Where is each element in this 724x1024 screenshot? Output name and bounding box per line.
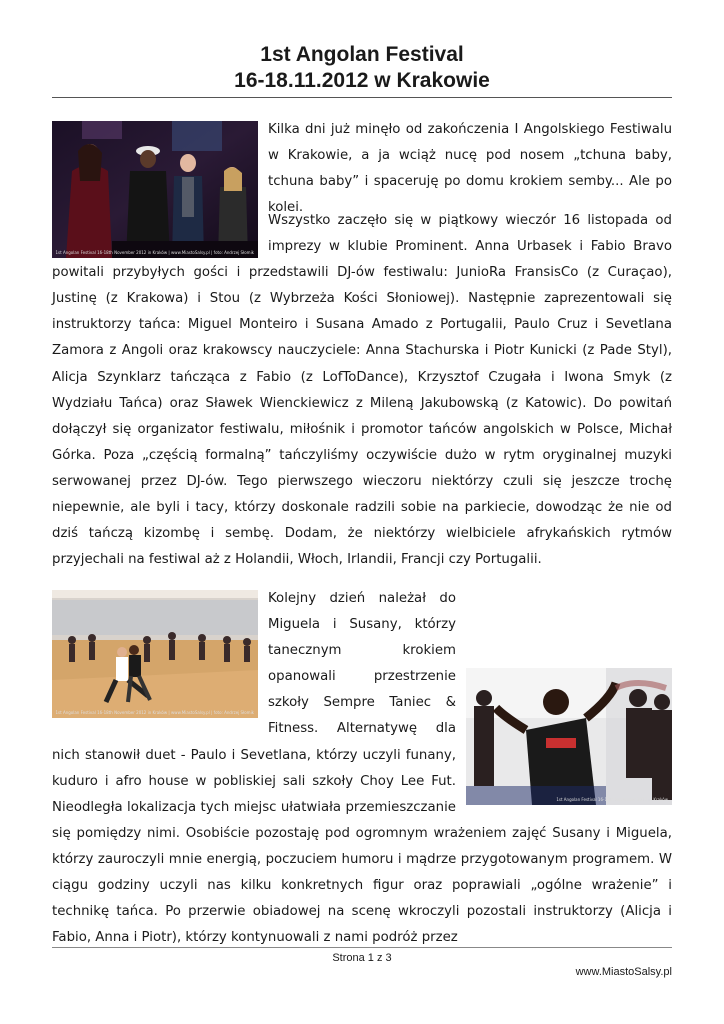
site-link[interactable]: www.MiastoSalsy.pl xyxy=(575,966,672,978)
title-line-2: 16-18.11.2012 w Krakowie xyxy=(234,69,490,92)
photo-dance-studio-caption: 1st Angolan Festival 16-18th November 2012 in Kraków | www.MiastoSalsy.pl | foto: Andrzej Słomik xyxy=(55,710,254,715)
photo-dance-studio xyxy=(52,590,258,718)
photo-workshop-graphic xyxy=(466,668,672,805)
document-title xyxy=(0,42,724,94)
photo-wrap-spacer xyxy=(52,208,268,260)
paragraph-3-text: Kolejny dzień należał do Miguela i Susany, którzy tanecznym krokiem opanowali przestrzenie szkoły Sempre Taniec & Fitness. Alternatywę dla nich stanowił duet - Paulo i Sevetlana, którzy uczyli funany, kuduro i afro house w pobliskiej sali szkoły Choy Lee Fut. Nieodległa lokalizacja tych miejsc ułatwiała przemieszczanie się pomiędzy nimi. Osobiście pozostaję pod ogromnym wrażeniem zajęć Susany i Miguela, którzy zauroczyli mnie energią, poczuciem humoru i mądrze przygotowanym programem. W ciągu godziny uczyli nas kilku konkretnych figur oraz poprawiali „ogólne wrażenie” i technikę tańca. Po przerwie obiadowej na scenę wkroczyli pozostali instruktorzy (Alicja i Fabio, Anna i Piotr), którzy kontynuowali z nami podróż przez xyxy=(52,591,672,946)
photo-club-welcome-caption: 1st Angolan Festival 16-18th November 2012 in Kraków | www.MiastoSalsy.pl | foto: Andrzej Słomik xyxy=(55,250,254,255)
photo-workshop-caption: 1st Angolan Festival 16-18th November 2012 in Kraków xyxy=(556,797,668,802)
paragraph-2-text: Wszystko zaczęło się w piątkowy wieczór 16 listopada od imprezy w klubie Prominent. Anna Urbasek i Fabio Bravo powitali przybyłych gości i przedstawili DJ-ów festiwalu: JunioRa FransisCo (z Curaçao), Justinę (z Krakowa) i Stou (z Wybrzeża Kości Słoniowej). Następnie zaprezentowali się instruktorzy tańca: Miguel Monteiro i Susana Amado z Portugalii, Paulo Cruz i Sevetlana Zamora z Angoli oraz krakowscy nauczyciele: Anna Stachurska i Piotr Kunicki (z Pade Styl), Alicja Szynklarz tańcząca z Fabio (z LofToDance), Krzysztof Czugała i Iwona Smyk (z Wydziału Tańca) oraz Sławek Wienckiewicz z Mileną Jakubowską (z Katowic). Do powitań dołączył się organizator festiwalu, miłośnik i promotor tańców angolskich w Polsce, Michał Górka. Poza „częścią formalną” tańczyliśmy oczywiście dużo w rytm oryginalnej muzyki serwowanej przez DJ-ów. Tego pierwszego wieczoru niektórzy czuli się jeszcze trochę niepewnie, ale byli i tacy, którzy doskonale radzili sobie na parkiecie, dowodząc że nie od dziś tańczą kizombę i sembę. Dodam, że niektórzy wielbiciele afrykańskich rytmów przyjechali na festiwal aż z Holandii, Włoch, Irlandii, Francji czy Portugalii. xyxy=(52,213,672,568)
footer-divider xyxy=(52,947,672,948)
article-paragraph-3 xyxy=(52,586,672,951)
page-number: Strona 1 z 3 xyxy=(332,952,392,964)
article-paragraph-2 xyxy=(52,208,672,573)
title-line-1: 1st Angolan Festival xyxy=(260,43,464,66)
paragraph-1-text: Kilka dni już minęło od zakończenia I Angolskiego Festiwalu w Krakowie, a ja wciąż nucę pod nosem „tchuna baby, tchuna baby” i spaceruję po domu krokiem semby... Ale po kolei. xyxy=(268,122,672,216)
photo-workshop xyxy=(466,668,672,805)
title-divider xyxy=(52,97,672,98)
photo-dance-studio-graphic xyxy=(52,590,258,718)
